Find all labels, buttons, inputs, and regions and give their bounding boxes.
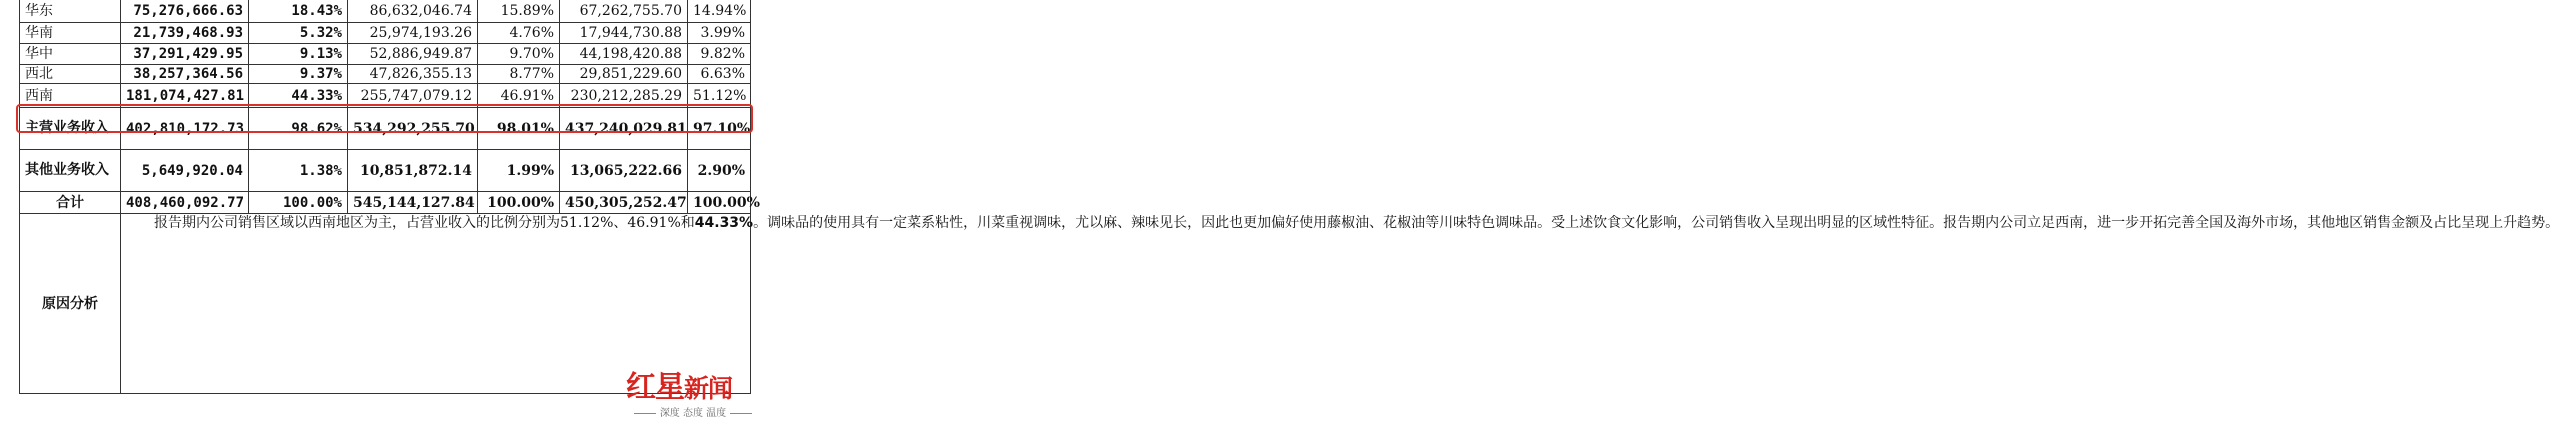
- share-2021-cell: 98.01%: [478, 108, 560, 150]
- share-2020-cell: 97.10%: [688, 108, 751, 150]
- amount-2021-cell: 255,747,079.12: [348, 84, 478, 108]
- amount-2021-cell: 545,144,127.84: [348, 192, 478, 214]
- reason-label: 原因分析: [20, 214, 121, 394]
- regional-revenue-table: [19, 0, 2559, 394]
- amount-2022-cell: 37,291,429.95: [121, 44, 249, 65]
- share-2020-cell: 2.90%: [688, 150, 751, 192]
- table-row: [20, 44, 751, 65]
- reason-text-part1: 报告期内公司销售区域以西南地区为主，占营业收入的比例分别为51.12%、46.91%和: [154, 215, 695, 231]
- amount-2022-cell: 38,257,364.56: [121, 65, 249, 84]
- share-2022-cell: 9.37%: [249, 65, 348, 84]
- share-2022-cell: 44.33%: [249, 84, 348, 108]
- reason-text-part2: 。调味品的使用具有一定菜系粘性，川菜重视调味，尤以麻、辣味见长，因此也更加偏好使用藤椒油、花椒油等川味特色调味品。受上述饮食文化影响，公司销售收入呈现出明显的区域性特征。报告期内公司立足西南，进一步开拓完善全国及海外市场，其他地区销售金额及占比呈现上升趋势。: [753, 215, 2559, 231]
- share-2022-cell: 18.43%: [249, 0, 348, 23]
- amount-2022-cell: 408,460,092.77: [121, 192, 249, 214]
- share-2022-cell: 9.13%: [249, 44, 348, 65]
- amount-2021-cell: 10,851,872.14: [348, 150, 478, 192]
- watermark-name: [626, 370, 732, 407]
- watermark-slogan: 深度 态度 温度: [618, 408, 768, 420]
- region-cell: 华东: [20, 0, 121, 23]
- share-2021-cell: 9.70%: [478, 44, 560, 65]
- amount-2020-cell: 17,944,730.88: [560, 23, 688, 44]
- amount-2021-cell: 47,826,355.13: [348, 65, 478, 84]
- amount-2021-cell: 25,974,193.26: [348, 23, 478, 44]
- amount-2022-cell: 75,276,666.63: [121, 0, 249, 23]
- share-2020-cell: 51.12%: [688, 84, 751, 108]
- share-2021-cell: 100.00%: [478, 192, 560, 214]
- amount-2020-cell: 13,065,222.66: [560, 150, 688, 192]
- amount-2020-cell: 437,240,029.81: [560, 108, 688, 150]
- share-2021-cell: 8.77%: [478, 65, 560, 84]
- amount-2020-cell: 29,851,229.60: [560, 65, 688, 84]
- region-cell: 主营业务收入: [20, 108, 121, 150]
- share-2021-cell: 1.99%: [478, 150, 560, 192]
- table-row-total: [20, 192, 751, 214]
- amount-2022-cell: 402,810,172.73: [121, 108, 249, 150]
- share-2020-cell: 9.82%: [688, 44, 751, 65]
- highlight-box: [16, 104, 753, 133]
- share-2020-cell: 6.63%: [688, 65, 751, 84]
- amount-2022-cell: 5,649,920.04: [121, 150, 249, 192]
- share-2021-cell: 46.91%: [478, 84, 560, 108]
- table-row-other: [20, 150, 751, 192]
- amount-2020-cell: 44,198,420.88: [560, 44, 688, 65]
- amount-2022-cell: 181,074,427.81: [121, 84, 249, 108]
- reason-text: [121, 214, 2559, 394]
- reason-row: [20, 214, 751, 394]
- region-cell: 西北: [20, 65, 121, 84]
- amount-2022-cell: 21,739,468.93: [121, 23, 249, 44]
- reason-text-bold: 44.33%: [694, 215, 754, 231]
- amount-2020-cell: 230,212,285.29: [560, 84, 688, 108]
- region-cell: 华南: [20, 23, 121, 44]
- watermark-logo: [618, 370, 768, 426]
- share-2022-cell: 5.32%: [249, 23, 348, 44]
- share-2020-cell: 100.00%: [688, 192, 751, 214]
- share-2022-cell: 1.38%: [249, 150, 348, 192]
- amount-2020-cell: 450,305,252.47: [560, 192, 688, 214]
- share-2022-cell: 100.00%: [249, 192, 348, 214]
- amount-2021-cell: 534,292,255.70: [348, 108, 478, 150]
- table-row: [20, 65, 751, 84]
- region-cell: 其他业务收入: [20, 150, 121, 192]
- share-2020-cell: 3.99%: [688, 23, 751, 44]
- share-2022-cell: 98.62%: [249, 108, 348, 150]
- watermark-name-part2: 新闻: [684, 374, 733, 403]
- amount-2021-cell: 86,632,046.74: [348, 0, 478, 23]
- amount-2021-cell: 52,886,949.87: [348, 44, 478, 65]
- table-row: [20, 23, 751, 44]
- watermark-name-part1: 红星: [626, 370, 684, 405]
- region-cell: 合计: [20, 192, 121, 214]
- share-2020-cell: 14.94%: [688, 0, 751, 23]
- share-2021-cell: 15.89%: [478, 0, 560, 23]
- region-cell: 西南: [20, 84, 121, 108]
- region-cell: 华中: [20, 44, 121, 65]
- share-2021-cell: 4.76%: [478, 23, 560, 44]
- table-row: [20, 0, 751, 23]
- amount-2020-cell: 67,262,755.70: [560, 0, 688, 23]
